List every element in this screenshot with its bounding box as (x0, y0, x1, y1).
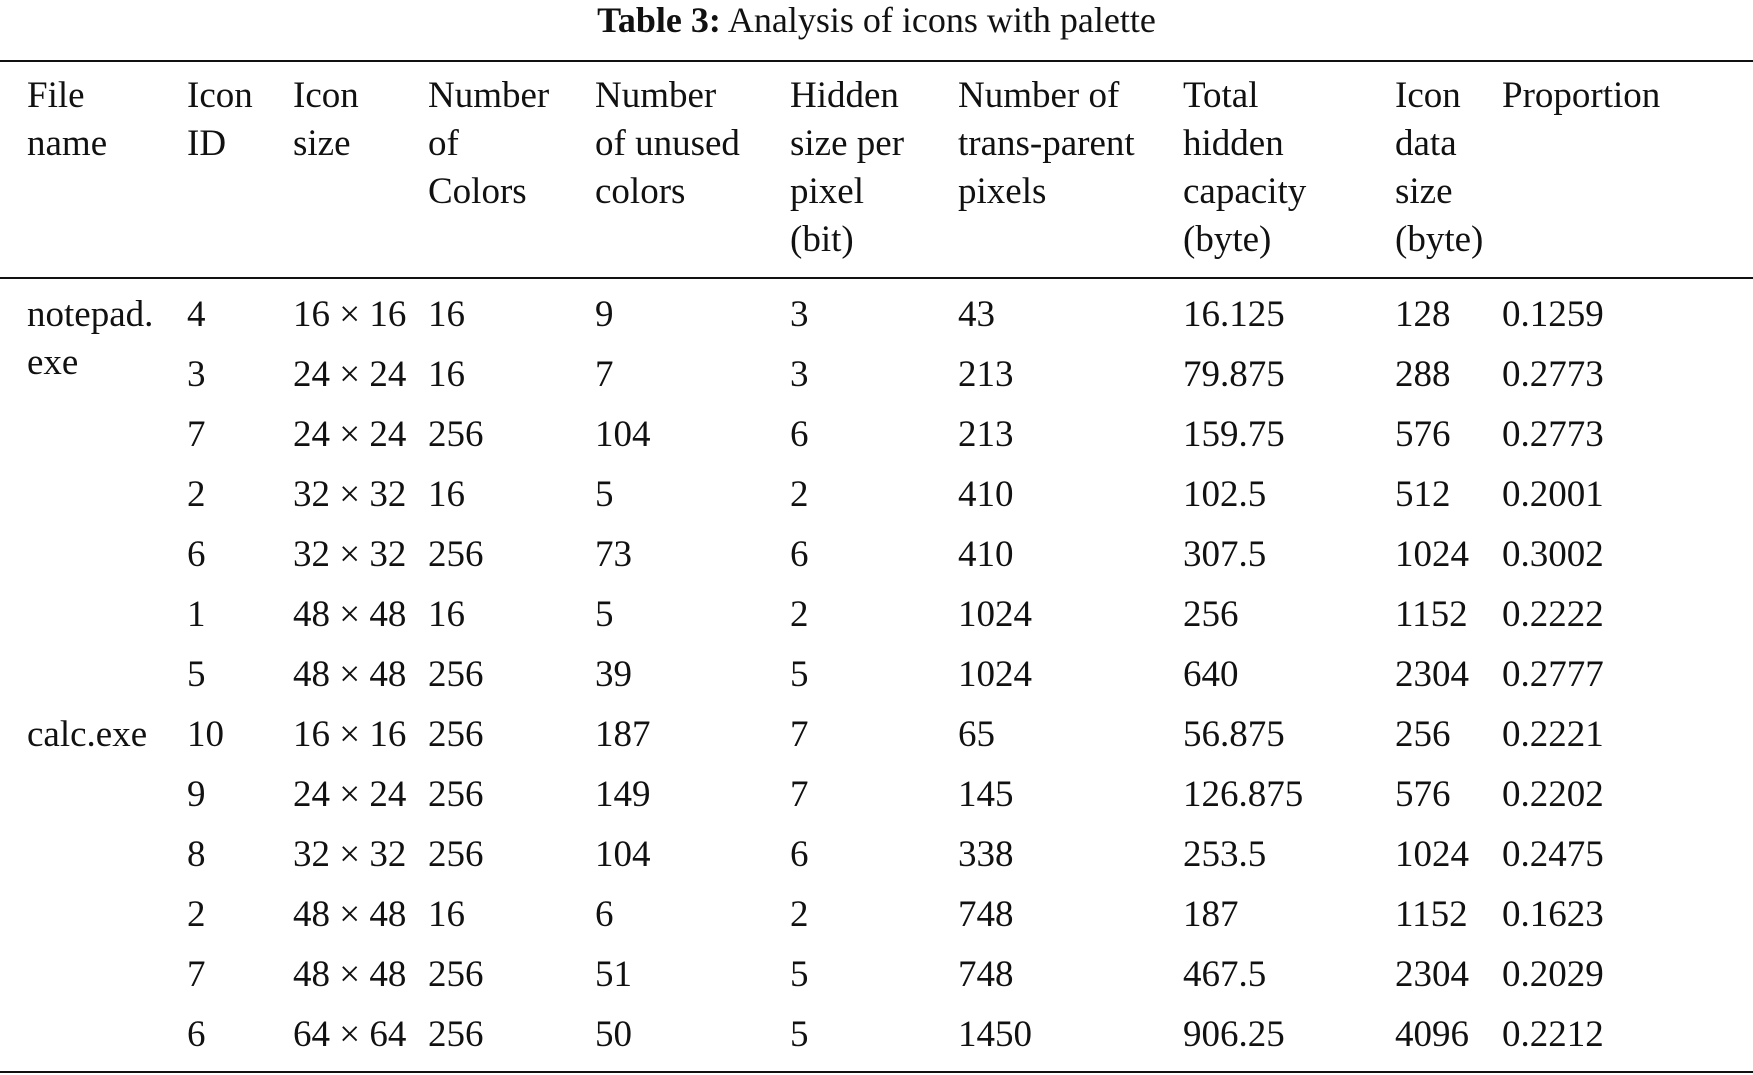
table-cell: 410 (958, 474, 1014, 515)
table-cell: 1152 (1395, 894, 1468, 935)
table-cell: 213 (958, 354, 1014, 395)
left-gutter (0, 705, 27, 765)
table-cell: 256 (428, 1014, 484, 1055)
table-cell: 253.5 (1183, 834, 1267, 875)
column-header-line: Proportion (1502, 75, 1661, 116)
table-cell: 32 × 32 (293, 474, 407, 515)
table-row (0, 645, 1752, 705)
table-cell: 64 × 64 (293, 1014, 407, 1055)
table-cell: 576 (1395, 414, 1451, 455)
column-header-line: Hidden (790, 75, 899, 116)
column-header (428, 72, 595, 264)
table-cell: 24 × 24 (293, 774, 407, 815)
table-row (0, 465, 1752, 525)
table-cell: 4096 (1395, 1014, 1469, 1055)
left-gutter (0, 525, 27, 585)
table-cell: 1 (187, 594, 206, 635)
table-cell: 3 (790, 354, 809, 395)
table-cell: 0.2221 (1502, 714, 1604, 755)
table-cell: 79.875 (1183, 354, 1285, 395)
table-cell: 0.2212 (1502, 1014, 1604, 1055)
column-header-line: Total (1183, 75, 1259, 116)
table-cell: 5 (790, 954, 809, 995)
table-cell: 50 (595, 1014, 632, 1055)
table-cell: 512 (1395, 474, 1451, 515)
table-cell: 104 (595, 414, 651, 455)
table-cell: 4 (187, 294, 206, 335)
table-cell: 576 (1395, 774, 1451, 815)
table-bottom-rule (0, 1071, 1753, 1073)
column-header-line: (bit) (790, 219, 854, 260)
table-cell: 7 (187, 954, 206, 995)
table-cell: 256 (1395, 714, 1451, 755)
table-cell: 16 (428, 474, 465, 515)
column-header-line: Icon (1395, 75, 1461, 116)
left-gutter (0, 585, 27, 645)
table-cell: 0.1259 (1502, 294, 1604, 335)
table-cell: 338 (958, 834, 1014, 875)
table-cell: 5 (595, 474, 614, 515)
table-cell: 16 (428, 294, 465, 335)
table-cell: 24 × 24 (293, 414, 407, 455)
table-cell: 1152 (1395, 594, 1468, 635)
table-row (0, 705, 1752, 765)
table-cell: 1450 (958, 1014, 1032, 1055)
table-cell: 3 (790, 294, 809, 335)
table-caption-label: Table 3: (597, 0, 721, 40)
table-cell: 187 (595, 714, 651, 755)
table-cell: 6 (790, 414, 809, 455)
table-cell: 6 (790, 534, 809, 575)
table-cell: 1024 (958, 594, 1032, 635)
table-cell: 5 (595, 594, 614, 635)
left-gutter (0, 885, 27, 945)
left-gutter (0, 405, 27, 465)
table-cell: 5 (187, 654, 206, 695)
table-row (0, 345, 1752, 405)
table-cell: 149 (595, 774, 651, 815)
table-cell: 307.5 (1183, 534, 1267, 575)
table-row (0, 1005, 1752, 1065)
table-cell: 0.3002 (1502, 534, 1604, 575)
table-cell: 2 (187, 894, 206, 935)
table-header-rule (0, 277, 1753, 279)
table-cell: 16.125 (1183, 294, 1285, 335)
table-cell: 3 (187, 354, 206, 395)
table-cell: 32 × 32 (293, 534, 407, 575)
left-gutter (0, 72, 27, 264)
column-header (790, 72, 958, 264)
table-row (0, 525, 1752, 585)
file-name-cell (27, 285, 187, 705)
column-header (27, 72, 187, 264)
column-header-line: capacity (1183, 171, 1307, 212)
column-header-line: (byte) (1395, 219, 1484, 260)
table-row (0, 285, 1752, 345)
table-body (0, 285, 1752, 1065)
column-header-line: colors (595, 171, 686, 212)
table-cell: 0.2001 (1502, 474, 1604, 515)
column-header-line: name (27, 123, 108, 164)
table-cell: 2 (790, 474, 809, 515)
header-row (0, 72, 1752, 264)
table-cell: 48 × 48 (293, 894, 407, 935)
table-cell: 9 (595, 294, 614, 335)
column-header-line: Icon (187, 75, 253, 116)
table-row (0, 765, 1752, 825)
table-cell: 256 (1183, 594, 1239, 635)
table-cell: 187 (1183, 894, 1239, 935)
table-cell: 2304 (1395, 654, 1469, 695)
left-gutter (0, 345, 27, 405)
table-cell: 39 (595, 654, 632, 695)
column-header-line: data (1395, 123, 1457, 164)
table-cell: 8 (187, 834, 206, 875)
table-cell: 6 (187, 1014, 206, 1055)
column-header (1502, 72, 1752, 264)
table-cell: 5 (790, 654, 809, 695)
table-cell: 256 (428, 834, 484, 875)
table-caption (0, 0, 1753, 40)
column-header-line: of (428, 123, 459, 164)
column-header-line: Number of (958, 75, 1120, 116)
table-cell: 56.875 (1183, 714, 1285, 755)
column-header-line: trans-parent (958, 123, 1135, 164)
table-cell: 0.2777 (1502, 654, 1604, 695)
table-top-rule (0, 60, 1753, 62)
table-cell: 102.5 (1183, 474, 1267, 515)
column-header-line: pixel (790, 171, 864, 212)
table-cell: 32 × 32 (293, 834, 407, 875)
table-cell: 0.1623 (1502, 894, 1604, 935)
table-cell: 48 × 48 (293, 654, 407, 695)
left-gutter (0, 825, 27, 885)
column-header-line: Number (428, 75, 550, 116)
table-cell: 2 (790, 594, 809, 635)
table-cell: 6 (595, 894, 614, 935)
left-gutter (0, 765, 27, 825)
column-header-line: size (293, 123, 351, 164)
table-cell: 2 (187, 474, 206, 515)
left-gutter (0, 1005, 27, 1065)
table-cell: 65 (958, 714, 995, 755)
table-cell: 7 (790, 774, 809, 815)
table-cell: 0.2202 (1502, 774, 1604, 815)
table-cell: 6 (790, 834, 809, 875)
table-cell: 16 (428, 354, 465, 395)
table-row (0, 885, 1752, 945)
column-header (1395, 72, 1502, 264)
column-header-line: Icon (293, 75, 359, 116)
column-header-line: ID (187, 123, 227, 164)
table-cell: 128 (1395, 294, 1451, 335)
table-cell: 48 × 48 (293, 954, 407, 995)
column-header-line: Number (595, 75, 717, 116)
column-header-line: size per (790, 123, 905, 164)
table-cell: 24 × 24 (293, 354, 407, 395)
table-cell: 16 (428, 894, 465, 935)
table-cell: 1024 (958, 654, 1032, 695)
table-cell: 2 (790, 894, 809, 935)
table-row (0, 585, 1752, 645)
table-cell: 126.875 (1183, 774, 1304, 815)
table-cell: 748 (958, 894, 1014, 935)
table-cell: 256 (428, 414, 484, 455)
table-cell: 0.2029 (1502, 954, 1604, 995)
table-cell: 467.5 (1183, 954, 1267, 995)
table-cell: 256 (428, 954, 484, 995)
left-gutter (0, 465, 27, 525)
table-cell: 159.75 (1183, 414, 1285, 455)
table-cell: 410 (958, 534, 1014, 575)
column-header (595, 72, 790, 264)
table-cell: 256 (428, 534, 484, 575)
table-row (0, 945, 1752, 1005)
file-name-line: calc.exe (27, 714, 148, 755)
table-cell: 9 (187, 774, 206, 815)
table-cell: 16 (428, 594, 465, 635)
column-header-line: of unused (595, 123, 740, 164)
table-cell: 288 (1395, 354, 1451, 395)
table-row (0, 405, 1752, 465)
table-cell: 213 (958, 414, 1014, 455)
table-header (0, 72, 1752, 264)
table-cell: 640 (1183, 654, 1239, 695)
table-cell: 256 (428, 714, 484, 755)
table-cell: 7 (187, 414, 206, 455)
table-cell: 43 (958, 294, 995, 335)
table-cell: 0.2475 (1502, 834, 1604, 875)
column-header (958, 72, 1183, 264)
table-cell: 73 (595, 534, 632, 575)
table-cell: 1024 (1395, 834, 1469, 875)
table-cell: 7 (595, 354, 614, 395)
column-header-line: pixels (958, 171, 1047, 212)
table-cell: 51 (595, 954, 632, 995)
file-name-line: notepad. (27, 294, 154, 335)
left-gutter (0, 645, 27, 705)
column-header-line: hidden (1183, 123, 1284, 164)
table-cell: 16 × 16 (293, 714, 407, 755)
column-header (1183, 72, 1395, 264)
file-name-line: exe (27, 342, 79, 383)
table-row (0, 825, 1752, 885)
table-cell: 2304 (1395, 954, 1469, 995)
column-header-line: size (1395, 171, 1453, 212)
file-name-cell (27, 705, 187, 1065)
left-gutter (0, 285, 27, 345)
table-cell: 48 × 48 (293, 594, 407, 635)
table-cell: 7 (790, 714, 809, 755)
table-cell: 0.2773 (1502, 354, 1604, 395)
table-cell: 5 (790, 1014, 809, 1055)
table-cell: 1024 (1395, 534, 1469, 575)
table-cell: 256 (428, 654, 484, 695)
table-cell: 748 (958, 954, 1014, 995)
table-cell: 0.2222 (1502, 594, 1604, 635)
column-header (293, 72, 428, 264)
column-header-line: File (27, 75, 85, 116)
left-gutter (0, 945, 27, 1005)
column-header-line: Colors (428, 171, 527, 212)
table-cell: 0.2773 (1502, 414, 1604, 455)
column-header-line: (byte) (1183, 219, 1272, 260)
table-cell: 906.25 (1183, 1014, 1285, 1055)
column-header (187, 72, 293, 264)
table-cell: 256 (428, 774, 484, 815)
table-cell: 104 (595, 834, 651, 875)
table-cell: 145 (958, 774, 1014, 815)
table-cell: 16 × 16 (293, 294, 407, 335)
table-caption-text: Analysis of icons with palette (727, 0, 1156, 40)
table-cell: 10 (187, 714, 224, 755)
table-cell: 6 (187, 534, 206, 575)
